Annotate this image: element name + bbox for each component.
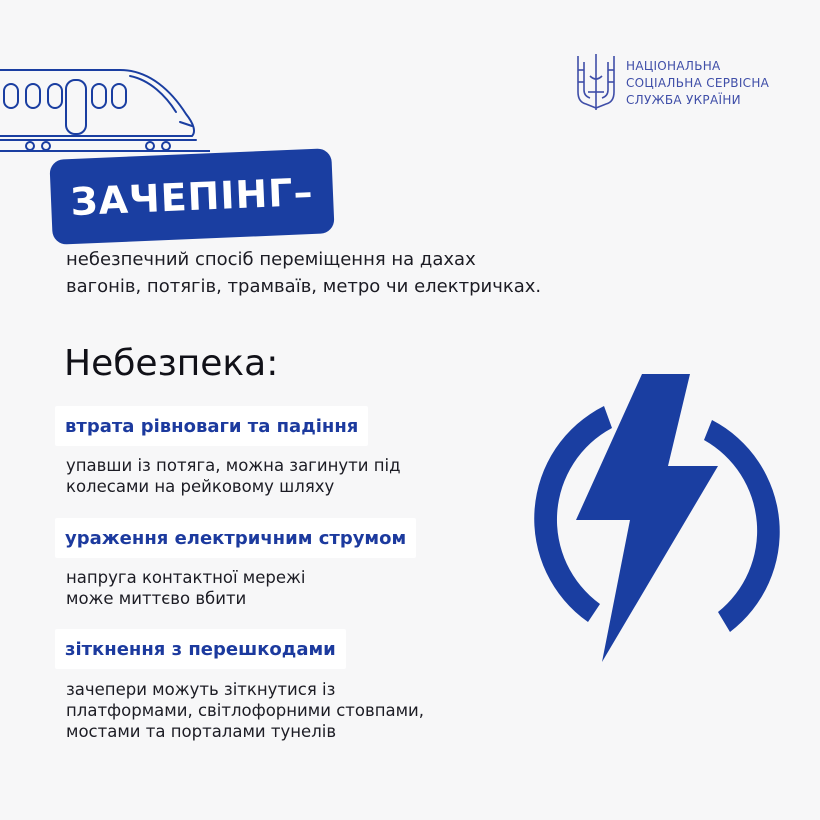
brand-logo: [574, 52, 769, 114]
danger-title-electric: ураження електричним струмом: [55, 518, 416, 558]
danger-desc-line: упавши із потяга, можна загинути під: [66, 456, 401, 475]
definition-line-2: вагонів, потягів, трамваїв, метро чи електричках.: [66, 276, 542, 297]
danger-title-collision: зіткнення з перешкодами: [55, 629, 346, 669]
brand-line-3: СЛУЖБА УКРАЇНИ: [626, 92, 741, 107]
brand-line-1: НАЦІОНАЛЬНА: [626, 58, 721, 73]
danger-desc-balance: [66, 455, 401, 497]
danger-desc-line: платформами, світлофорними стовпами,: [66, 701, 425, 720]
definition-text: [66, 246, 686, 300]
danger-desc-line: зачепери можуть зіткнутися із: [66, 680, 336, 699]
danger-desc-line: колесами на рейковому шляху: [66, 477, 335, 496]
danger-desc-line: може миттєво вбити: [66, 589, 247, 608]
danger-heading: Небезпека:: [64, 343, 279, 384]
brand-line-2: СОЦІАЛЬНА СЕРВІСНА: [626, 75, 770, 90]
definition-line-1: небезпечний спосіб переміщення на дахах: [66, 249, 476, 270]
danger-desc-collision: [66, 679, 424, 742]
danger-desc-line: напруга контактної мережі: [66, 568, 306, 587]
train-icon: [0, 62, 210, 158]
danger-title-balance: втрата рівноваги та падіння: [55, 406, 368, 446]
trident-logo-icon: [574, 52, 618, 114]
lightning-bolt-icon: [518, 370, 798, 662]
danger-desc-electric: [66, 567, 305, 609]
danger-desc-line: мостами та порталами тунелів: [66, 722, 337, 741]
page-title: ЗАЧЕПІНГ–: [49, 148, 334, 245]
